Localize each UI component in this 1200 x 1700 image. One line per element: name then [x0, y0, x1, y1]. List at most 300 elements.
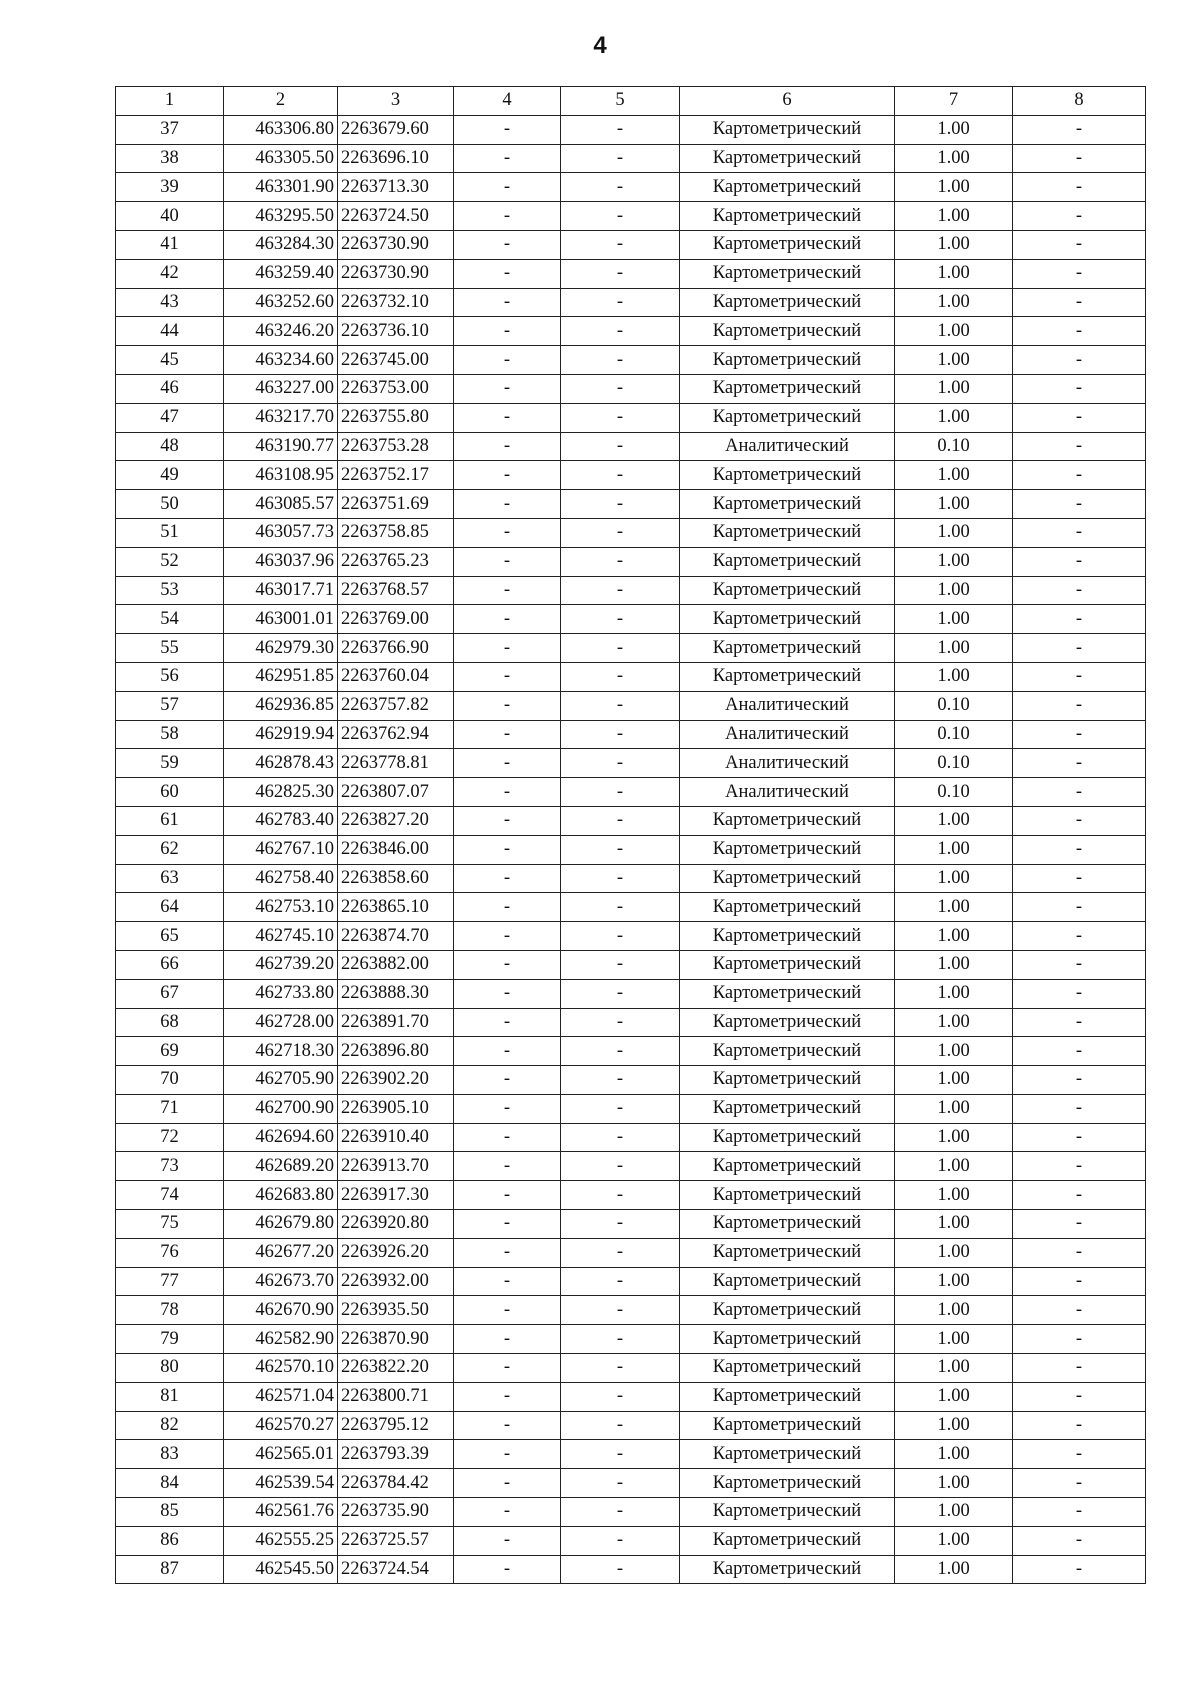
col4-cell: -: [454, 518, 561, 547]
table-row: [116, 1526, 1146, 1555]
accuracy-cell: 1.00: [895, 1296, 1013, 1325]
col8-cell: -: [1013, 662, 1146, 691]
accuracy-cell: 1.00: [895, 1123, 1013, 1152]
method-cell: Картометрический: [680, 979, 895, 1008]
point-number-cell: 68: [116, 1008, 224, 1037]
col4-cell: -: [454, 1498, 561, 1527]
table-row: [116, 1238, 1146, 1267]
accuracy-cell: 1.00: [895, 1411, 1013, 1440]
table-row: [116, 1037, 1146, 1066]
col4-cell: -: [454, 835, 561, 864]
x-coordinate-cell: 462783.40: [224, 806, 338, 835]
y-coordinate-cell: 2263778.81: [338, 749, 454, 778]
table-row: [116, 576, 1146, 605]
col5-cell: -: [561, 1354, 680, 1383]
table-row: [116, 778, 1146, 807]
point-number-cell: 67: [116, 979, 224, 1008]
col4-cell: -: [454, 288, 561, 317]
y-coordinate-cell: 2263800.71: [338, 1382, 454, 1411]
point-number-cell: 76: [116, 1238, 224, 1267]
y-coordinate-cell: 2263768.57: [338, 576, 454, 605]
col4-cell: -: [454, 605, 561, 634]
method-cell: Картометрический: [680, 1498, 895, 1527]
page-number: 4: [593, 32, 607, 59]
x-coordinate-cell: 463085.57: [224, 490, 338, 519]
accuracy-cell: 1.00: [895, 1066, 1013, 1095]
col4-cell: -: [454, 1123, 561, 1152]
accuracy-cell: 1.00: [895, 1094, 1013, 1123]
accuracy-cell: 1.00: [895, 259, 1013, 288]
col5-cell: -: [561, 1210, 680, 1239]
col4-cell: -: [454, 1325, 561, 1354]
col4-cell: -: [454, 1238, 561, 1267]
point-number-cell: 69: [116, 1037, 224, 1066]
accuracy-cell: 1.00: [895, 461, 1013, 490]
x-coordinate-cell: 462545.50: [224, 1555, 338, 1584]
col4-cell: -: [454, 1469, 561, 1498]
col5-cell: -: [561, 1526, 680, 1555]
accuracy-cell: 1.00: [895, 1008, 1013, 1037]
table-row: [116, 144, 1146, 173]
col8-cell: -: [1013, 864, 1146, 893]
col8-cell: -: [1013, 1354, 1146, 1383]
method-cell: Картометрический: [680, 317, 895, 346]
column-header: 3: [338, 87, 454, 116]
table-row: [116, 864, 1146, 893]
method-cell: Аналитический: [680, 432, 895, 461]
col8-cell: -: [1013, 1325, 1146, 1354]
method-cell: Картометрический: [680, 864, 895, 893]
col5-cell: -: [561, 922, 680, 951]
col8-cell: -: [1013, 605, 1146, 634]
y-coordinate-cell: 2263784.42: [338, 1469, 454, 1498]
x-coordinate-cell: 462582.90: [224, 1325, 338, 1354]
y-coordinate-cell: 2263736.10: [338, 317, 454, 346]
col4-cell: -: [454, 864, 561, 893]
col8-cell: -: [1013, 1037, 1146, 1066]
point-number-cell: 66: [116, 950, 224, 979]
method-cell: Картометрический: [680, 893, 895, 922]
point-number-cell: 39: [116, 173, 224, 202]
col5-cell: -: [561, 144, 680, 173]
point-number-cell: 48: [116, 432, 224, 461]
table-row: [116, 374, 1146, 403]
point-number-cell: 72: [116, 1123, 224, 1152]
col4-cell: -: [454, 144, 561, 173]
col5-cell: -: [561, 374, 680, 403]
point-number-cell: 52: [116, 547, 224, 576]
col4-cell: -: [454, 1354, 561, 1383]
y-coordinate-cell: 2263913.70: [338, 1152, 454, 1181]
table-row: [116, 259, 1146, 288]
y-coordinate-cell: 2263822.20: [338, 1354, 454, 1383]
col8-cell: -: [1013, 202, 1146, 231]
col8-cell: -: [1013, 317, 1146, 346]
table-row: [116, 1008, 1146, 1037]
accuracy-cell: 1.00: [895, 1498, 1013, 1527]
table-row: [116, 1152, 1146, 1181]
col4-cell: -: [454, 749, 561, 778]
method-cell: Картометрический: [680, 144, 895, 173]
y-coordinate-cell: 2263910.40: [338, 1123, 454, 1152]
col4-cell: -: [454, 1037, 561, 1066]
col4-cell: -: [454, 979, 561, 1008]
y-coordinate-cell: 2263730.90: [338, 230, 454, 259]
accuracy-cell: 1.00: [895, 403, 1013, 432]
col8-cell: -: [1013, 461, 1146, 490]
accuracy-cell: 1.00: [895, 1210, 1013, 1239]
method-cell: Картометрический: [680, 634, 895, 663]
col5-cell: -: [561, 1152, 680, 1181]
column-header: 1: [116, 87, 224, 116]
table-row: [116, 720, 1146, 749]
accuracy-cell: 0.10: [895, 432, 1013, 461]
y-coordinate-cell: 2263758.85: [338, 518, 454, 547]
accuracy-cell: 1.00: [895, 979, 1013, 1008]
col5-cell: -: [561, 346, 680, 375]
x-coordinate-cell: 463301.90: [224, 173, 338, 202]
col4-cell: -: [454, 806, 561, 835]
x-coordinate-cell: 462677.20: [224, 1238, 338, 1267]
x-coordinate-cell: 462825.30: [224, 778, 338, 807]
point-number-cell: 81: [116, 1382, 224, 1411]
col8-cell: -: [1013, 749, 1146, 778]
y-coordinate-cell: 2263725.57: [338, 1526, 454, 1555]
method-cell: Аналитический: [680, 720, 895, 749]
col5-cell: -: [561, 778, 680, 807]
x-coordinate-cell: 462718.30: [224, 1037, 338, 1066]
col8-cell: -: [1013, 259, 1146, 288]
col5-cell: -: [561, 230, 680, 259]
point-number-cell: 58: [116, 720, 224, 749]
col8-cell: -: [1013, 1526, 1146, 1555]
col8-cell: -: [1013, 691, 1146, 720]
col5-cell: -: [561, 662, 680, 691]
col4-cell: -: [454, 778, 561, 807]
accuracy-cell: 1.00: [895, 115, 1013, 144]
table-row: [116, 1123, 1146, 1152]
table-row: [116, 317, 1146, 346]
y-coordinate-cell: 2263882.00: [338, 950, 454, 979]
y-coordinate-cell: 2263753.28: [338, 432, 454, 461]
method-cell: Картометрический: [680, 461, 895, 490]
col5-cell: -: [561, 490, 680, 519]
method-cell: Картометрический: [680, 1008, 895, 1037]
method-cell: Картометрический: [680, 346, 895, 375]
method-cell: Картометрический: [680, 806, 895, 835]
col4-cell: -: [454, 1066, 561, 1095]
col5-cell: -: [561, 317, 680, 346]
col4-cell: -: [454, 1555, 561, 1584]
accuracy-cell: 1.00: [895, 835, 1013, 864]
point-number-cell: 73: [116, 1152, 224, 1181]
method-cell: Картометрический: [680, 173, 895, 202]
method-cell: Картометрический: [680, 115, 895, 144]
accuracy-cell: 1.00: [895, 922, 1013, 951]
y-coordinate-cell: 2263926.20: [338, 1238, 454, 1267]
point-number-cell: 86: [116, 1526, 224, 1555]
point-number-cell: 56: [116, 662, 224, 691]
column-header: 4: [454, 87, 561, 116]
method-cell: Картометрический: [680, 374, 895, 403]
x-coordinate-cell: 462694.60: [224, 1123, 338, 1152]
method-cell: Картометрический: [680, 1123, 895, 1152]
col8-cell: -: [1013, 576, 1146, 605]
col5-cell: -: [561, 403, 680, 432]
accuracy-cell: 1.00: [895, 950, 1013, 979]
point-number-cell: 57: [116, 691, 224, 720]
col5-cell: -: [561, 1123, 680, 1152]
y-coordinate-cell: 2263846.00: [338, 835, 454, 864]
point-number-cell: 51: [116, 518, 224, 547]
point-number-cell: 37: [116, 115, 224, 144]
method-cell: Картометрический: [680, 605, 895, 634]
col8-cell: -: [1013, 432, 1146, 461]
table-row: [116, 1555, 1146, 1584]
point-number-cell: 54: [116, 605, 224, 634]
table-row: [116, 922, 1146, 951]
x-coordinate-cell: 462565.01: [224, 1440, 338, 1469]
x-coordinate-cell: 462936.85: [224, 691, 338, 720]
x-coordinate-cell: 462705.90: [224, 1066, 338, 1095]
x-coordinate-cell: 463227.00: [224, 374, 338, 403]
y-coordinate-cell: 2263874.70: [338, 922, 454, 951]
col4-cell: -: [454, 1094, 561, 1123]
table-row: [116, 1325, 1146, 1354]
table-row: [116, 1469, 1146, 1498]
col8-cell: -: [1013, 346, 1146, 375]
point-number-cell: 87: [116, 1555, 224, 1584]
x-coordinate-cell: 462979.30: [224, 634, 338, 663]
accuracy-cell: 1.00: [895, 1238, 1013, 1267]
y-coordinate-cell: 2263679.60: [338, 115, 454, 144]
col5-cell: -: [561, 518, 680, 547]
table-row: [116, 950, 1146, 979]
col4-cell: -: [454, 691, 561, 720]
table-row: [116, 202, 1146, 231]
accuracy-cell: 1.00: [895, 1382, 1013, 1411]
table-row: [116, 749, 1146, 778]
col8-cell: -: [1013, 1382, 1146, 1411]
col5-cell: -: [561, 288, 680, 317]
col8-cell: -: [1013, 374, 1146, 403]
table-row: [116, 1382, 1146, 1411]
col5-cell: -: [561, 1094, 680, 1123]
table-row: [116, 605, 1146, 634]
table-row: [116, 230, 1146, 259]
point-number-cell: 38: [116, 144, 224, 173]
point-number-cell: 41: [116, 230, 224, 259]
y-coordinate-cell: 2263730.90: [338, 259, 454, 288]
col4-cell: -: [454, 547, 561, 576]
x-coordinate-cell: 462700.90: [224, 1094, 338, 1123]
method-cell: Картометрический: [680, 1267, 895, 1296]
x-coordinate-cell: 463305.50: [224, 144, 338, 173]
method-cell: Картометрический: [680, 230, 895, 259]
col5-cell: -: [561, 1066, 680, 1095]
accuracy-cell: 1.00: [895, 288, 1013, 317]
table-row: [116, 893, 1146, 922]
point-number-cell: 65: [116, 922, 224, 951]
x-coordinate-cell: 463037.96: [224, 547, 338, 576]
col4-cell: -: [454, 1296, 561, 1325]
x-coordinate-cell: 463259.40: [224, 259, 338, 288]
point-number-cell: 84: [116, 1469, 224, 1498]
method-cell: Картометрический: [680, 259, 895, 288]
x-coordinate-cell: 462753.10: [224, 893, 338, 922]
y-coordinate-cell: 2263732.10: [338, 288, 454, 317]
col4-cell: -: [454, 576, 561, 605]
col5-cell: -: [561, 1411, 680, 1440]
col5-cell: -: [561, 1469, 680, 1498]
x-coordinate-cell: 462570.10: [224, 1354, 338, 1383]
point-number-cell: 82: [116, 1411, 224, 1440]
y-coordinate-cell: 2263745.00: [338, 346, 454, 375]
point-number-cell: 70: [116, 1066, 224, 1095]
accuracy-cell: 1.00: [895, 1037, 1013, 1066]
method-cell: Аналитический: [680, 749, 895, 778]
y-coordinate-cell: 2263858.60: [338, 864, 454, 893]
point-number-cell: 46: [116, 374, 224, 403]
point-number-cell: 63: [116, 864, 224, 893]
col8-cell: -: [1013, 634, 1146, 663]
col5-cell: -: [561, 576, 680, 605]
point-number-cell: 77: [116, 1267, 224, 1296]
table-row: [116, 1296, 1146, 1325]
col8-cell: -: [1013, 806, 1146, 835]
table-row: [116, 1498, 1146, 1527]
col4-cell: -: [454, 720, 561, 749]
col4-cell: -: [454, 374, 561, 403]
col5-cell: -: [561, 979, 680, 1008]
method-cell: Картометрический: [680, 922, 895, 951]
x-coordinate-cell: 462561.76: [224, 1498, 338, 1527]
col8-cell: -: [1013, 1238, 1146, 1267]
accuracy-cell: 1.00: [895, 1526, 1013, 1555]
x-coordinate-cell: 462570.27: [224, 1411, 338, 1440]
table-row: [116, 115, 1146, 144]
x-coordinate-cell: 463108.95: [224, 461, 338, 490]
col5-cell: -: [561, 1325, 680, 1354]
col4-cell: -: [454, 1152, 561, 1181]
col4-cell: -: [454, 893, 561, 922]
x-coordinate-cell: 463306.80: [224, 115, 338, 144]
y-coordinate-cell: 2263751.69: [338, 490, 454, 519]
col5-cell: -: [561, 461, 680, 490]
method-cell: Картометрический: [680, 1210, 895, 1239]
method-cell: Картометрический: [680, 1354, 895, 1383]
table-row: [116, 490, 1146, 519]
accuracy-cell: 1.00: [895, 1555, 1013, 1584]
table-row: [116, 1094, 1146, 1123]
method-cell: Картометрический: [680, 1181, 895, 1210]
col8-cell: -: [1013, 518, 1146, 547]
x-coordinate-cell: 462878.43: [224, 749, 338, 778]
method-cell: Аналитический: [680, 778, 895, 807]
accuracy-cell: 1.00: [895, 490, 1013, 519]
col5-cell: -: [561, 547, 680, 576]
col5-cell: -: [561, 1238, 680, 1267]
col4-cell: -: [454, 1008, 561, 1037]
col5-cell: -: [561, 173, 680, 202]
col4-cell: -: [454, 1210, 561, 1239]
point-number-cell: 71: [116, 1094, 224, 1123]
table-row: [116, 1267, 1146, 1296]
x-coordinate-cell: 463001.01: [224, 605, 338, 634]
y-coordinate-cell: 2263935.50: [338, 1296, 454, 1325]
col5-cell: -: [561, 1267, 680, 1296]
y-coordinate-cell: 2263891.70: [338, 1008, 454, 1037]
method-cell: Картометрический: [680, 1152, 895, 1181]
method-cell: Картометрический: [680, 662, 895, 691]
col8-cell: -: [1013, 1094, 1146, 1123]
table-row: [116, 518, 1146, 547]
y-coordinate-cell: 2263870.90: [338, 1325, 454, 1354]
column-header: 7: [895, 87, 1013, 116]
y-coordinate-cell: 2263766.90: [338, 634, 454, 663]
y-coordinate-cell: 2263760.04: [338, 662, 454, 691]
col4-cell: -: [454, 1181, 561, 1210]
method-cell: Картометрический: [680, 1526, 895, 1555]
table-row: [116, 835, 1146, 864]
col4-cell: -: [454, 230, 561, 259]
x-coordinate-cell: 462679.80: [224, 1210, 338, 1239]
accuracy-cell: 1.00: [895, 144, 1013, 173]
column-header: 5: [561, 87, 680, 116]
point-number-cell: 75: [116, 1210, 224, 1239]
col5-cell: -: [561, 1440, 680, 1469]
x-coordinate-cell: 462733.80: [224, 979, 338, 1008]
col4-cell: -: [454, 173, 561, 202]
table-row: [116, 1210, 1146, 1239]
y-coordinate-cell: 2263807.07: [338, 778, 454, 807]
col8-cell: -: [1013, 1267, 1146, 1296]
col5-cell: -: [561, 259, 680, 288]
table-row: [116, 1181, 1146, 1210]
x-coordinate-cell: 463234.60: [224, 346, 338, 375]
col5-cell: -: [561, 202, 680, 231]
table-header-row: [116, 87, 1146, 116]
table-row: [116, 173, 1146, 202]
accuracy-cell: 1.00: [895, 634, 1013, 663]
column-header: 6: [680, 87, 895, 116]
y-coordinate-cell: 2263752.17: [338, 461, 454, 490]
accuracy-cell: 0.10: [895, 749, 1013, 778]
col8-cell: -: [1013, 1181, 1146, 1210]
col4-cell: -: [454, 490, 561, 519]
point-number-cell: 42: [116, 259, 224, 288]
accuracy-cell: 1.00: [895, 374, 1013, 403]
x-coordinate-cell: 462571.04: [224, 1382, 338, 1411]
col5-cell: -: [561, 1555, 680, 1584]
col8-cell: -: [1013, 835, 1146, 864]
col8-cell: -: [1013, 230, 1146, 259]
col4-cell: -: [454, 1382, 561, 1411]
col5-cell: -: [561, 806, 680, 835]
point-number-cell: 80: [116, 1354, 224, 1383]
coordinates-table: [115, 86, 1146, 1584]
col4-cell: -: [454, 317, 561, 346]
accuracy-cell: 1.00: [895, 1181, 1013, 1210]
table-row: [116, 691, 1146, 720]
x-coordinate-cell: 462539.54: [224, 1469, 338, 1498]
col4-cell: -: [454, 259, 561, 288]
accuracy-cell: 0.10: [895, 778, 1013, 807]
x-coordinate-cell: 462673.70: [224, 1267, 338, 1296]
method-cell: Картометрический: [680, 576, 895, 605]
col5-cell: -: [561, 1498, 680, 1527]
table-row: [116, 547, 1146, 576]
